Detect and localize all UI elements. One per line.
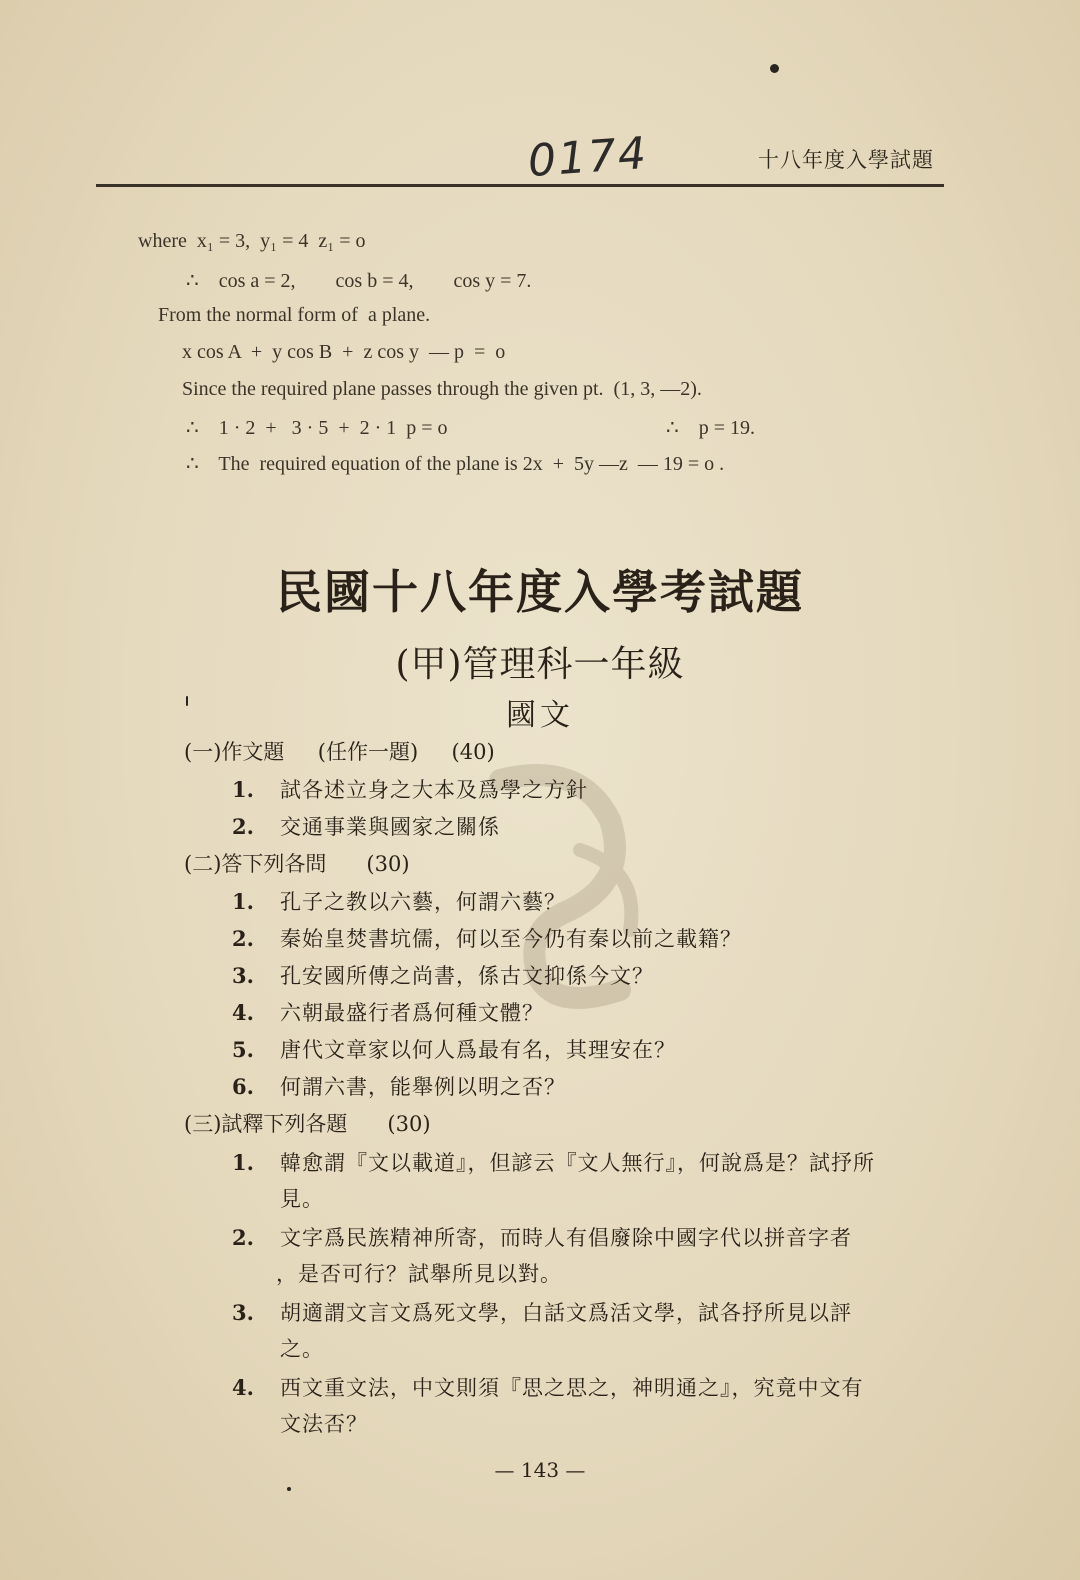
question-item [232, 886, 566, 916]
question-continuation: ，是否可行？試舉所見以對。 [276, 1262, 562, 1286]
question-item [232, 923, 742, 953]
question-number: 4. [232, 1375, 254, 1400]
question-text: 秦始皇焚書坑儒，何以至今仍有秦以前之載籍？ [280, 927, 742, 951]
ink-speck [287, 1487, 291, 1491]
question-continuation: 文法否？ [280, 1412, 368, 1436]
math-line: x cos A + y cos B + z cos y — p = o [182, 341, 506, 363]
header-rule [96, 184, 944, 187]
question-text: 韓愈謂『文以載道』，但諺云『文人無行』，何說爲是？試抒所 [280, 1151, 875, 1175]
question-item [232, 1297, 852, 1327]
question-text: 文字爲民族精神所寄，而時人有倡廢除中國字代以拼音字者 [280, 1226, 852, 1250]
question-item [232, 811, 500, 841]
math-line: ∴ cos a = 2, cos b = 4, cos y = 7. [186, 270, 532, 292]
question-number: 3. [232, 963, 254, 988]
math-line: From the normal form of a plane. [158, 304, 431, 326]
question-continuation: 見。 [280, 1187, 324, 1211]
question-continuation: 之。 [280, 1337, 324, 1361]
question-number: 6. [232, 1074, 254, 1099]
question-number: 3. [232, 1300, 254, 1325]
question-number: 2. [232, 814, 254, 839]
question-text: 交通事業與國家之關係 [280, 815, 500, 839]
question-text: 胡適謂文言文爲死文學，白話文爲活文學，試各抒所見以評 [280, 1301, 852, 1325]
question-number: 4. [232, 1000, 254, 1025]
question-text: 孔子之教以六藝，何謂六藝？ [280, 890, 566, 914]
question-number: 1. [232, 777, 254, 802]
math-line: Since the required plane passes through the given pt. (1, 3, —2). [182, 378, 702, 400]
math-line: ∴ 1 · 2 + 3 · 5 + 2 · 1 p = o [186, 417, 448, 439]
question-item [232, 1372, 864, 1402]
exam-subtitle: (甲)管理科一年級 [395, 644, 685, 685]
question-item [232, 774, 588, 804]
question-number: 5. [232, 1037, 254, 1062]
math-line: ∴ The required equation of the plane is 2x + 5y —z — 19 = o . [186, 453, 725, 475]
question-text: 試各述立身之大本及爲學之方針 [280, 778, 588, 802]
running-head: 十八年度入學試題 [758, 148, 934, 172]
exam-title: 民國十八年度入學考試題 [276, 565, 804, 619]
question-text: 六朝最盛行者爲何種文體？ [280, 1001, 544, 1025]
question-item [232, 1034, 676, 1064]
section-heading: (二)答下列各問 (30) [184, 852, 410, 876]
math-line: ∴ p = 19. [666, 417, 756, 439]
question-item [232, 1071, 566, 1101]
question-item [232, 1222, 852, 1252]
question-text: 西文重文法，中文則須『思之思之，神明通之』，究竟中文有 [280, 1376, 864, 1400]
section-heading: (三)試釋下列各題 (30) [184, 1112, 431, 1136]
ink-spot [770, 64, 779, 73]
handwritten-page-number: 0174 [526, 127, 650, 188]
question-text: 孔安國所傳之尚書，係古文抑係今文？ [280, 964, 654, 988]
question-item [232, 1147, 875, 1177]
exam-subject: 國文 [506, 698, 574, 733]
question-number: 2. [232, 926, 254, 951]
question-text: 何謂六書，能舉例以明之否？ [280, 1075, 566, 1099]
question-text: 唐代文章家以何人爲最有名，其理安在？ [280, 1038, 676, 1062]
section-heading: (一)作文題 (任作一題) (40) [184, 740, 495, 764]
page-number: — 143 — [494, 1458, 586, 1482]
math-line: where x₁ = 3, y₁ = 4 z₁ = o [138, 230, 366, 252]
question-number: 1. [232, 1150, 254, 1175]
question-number: 2. [232, 1225, 254, 1250]
question-item [232, 997, 544, 1027]
ink-speck [186, 696, 188, 706]
question-number: 1. [232, 889, 254, 914]
question-item [232, 960, 654, 990]
